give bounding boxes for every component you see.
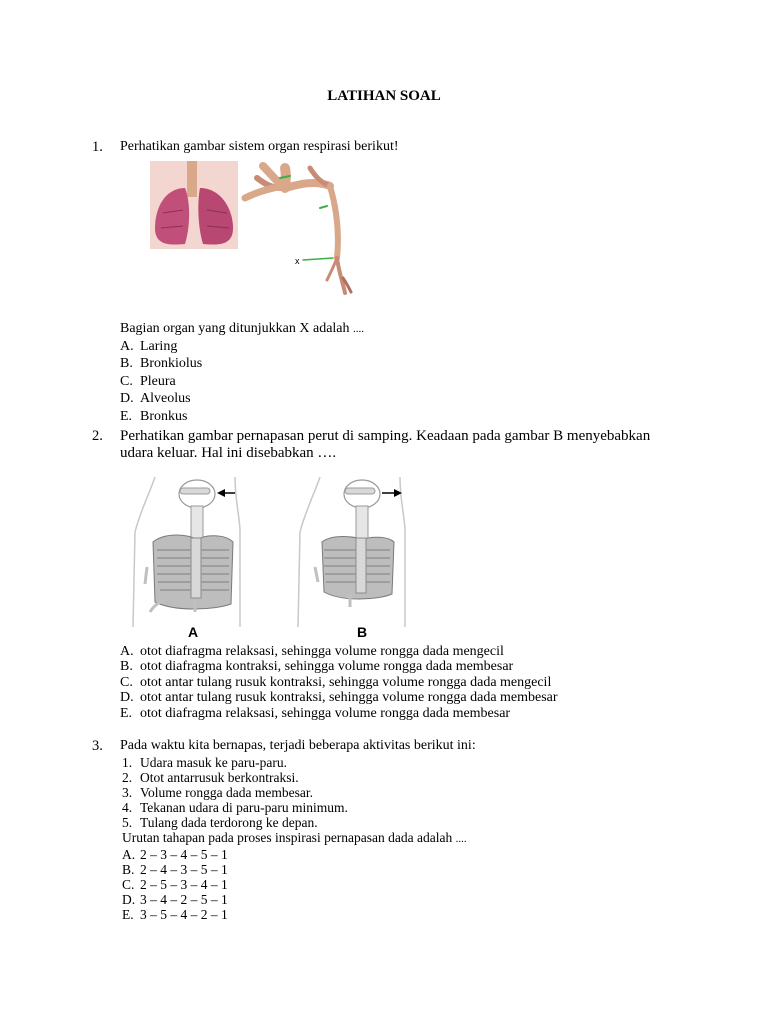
question-1-prompt: Perhatikan gambar sistem organ respirasi berikut!: [120, 139, 399, 154]
q1-option-a-letter: A.: [120, 339, 134, 354]
q3-option-a-letter: A.: [122, 847, 136, 862]
q3-option-b-text: 2 – 4 – 3 – 5 – 1: [140, 862, 228, 877]
q3-step-5-text: Tulang dada terdorong ke depan.: [140, 815, 318, 830]
figure-caption-b: B: [357, 624, 368, 640]
q1-option-b-letter: B.: [120, 356, 133, 371]
q3-option-c-text: 2 – 5 – 3 – 4 – 1: [140, 877, 228, 892]
q3-step-4-text: Tekanan udara di paru-paru minimum.: [140, 800, 348, 815]
q1-option-e[interactable]: [120, 409, 187, 425]
q3-step-3-text: Volume rongga dada membesar.: [140, 785, 313, 800]
q3-step-4: [122, 800, 348, 815]
q2-option-b-text: otot diafragma kontraksi, sehingga volume rongga dada membesar: [140, 659, 514, 674]
q2-option-b-letter: B.: [120, 659, 133, 674]
q1-option-a[interactable]: [120, 339, 177, 355]
q3-option-d[interactable]: [122, 892, 228, 907]
q1-option-c-text: Pleura: [140, 374, 176, 389]
q3-step-3: [122, 785, 313, 800]
q2-option-d-letter: D.: [120, 690, 134, 705]
question-1-number: 1.: [92, 139, 103, 155]
q3-option-e[interactable]: [122, 907, 228, 922]
q3-option-e-letter: E.: [122, 907, 134, 922]
question-3-number: 3.: [92, 738, 103, 754]
q3-option-b-letter: B.: [122, 862, 135, 877]
respiratory-organ-figure: [145, 158, 360, 303]
q2-option-e[interactable]: [120, 706, 510, 722]
question-2-prompt-line2: udara keluar. Hal ini disebabkan ….: [120, 445, 337, 461]
q3-step-1-text: Udara masuk ke paru-paru.: [140, 755, 287, 770]
breathing-diagram-b: [298, 477, 405, 627]
q1-option-a-text: Laring: [140, 339, 178, 354]
q2-option-a-text: otot diafragma relaksasi, sehingga volume rongga dada mengecil: [140, 644, 504, 659]
q3-step-1: [122, 755, 287, 770]
q3-option-c[interactable]: [122, 877, 228, 892]
q1-option-b-text: Bronkiolus: [140, 356, 203, 371]
q3-step-5-num: 5.: [122, 815, 133, 830]
q3-step-2: [122, 770, 299, 785]
q3-option-a-text: 2 – 3 – 4 – 5 – 1: [140, 847, 228, 862]
q2-option-d[interactable]: [120, 690, 558, 706]
figure-caption-a: A: [188, 624, 199, 640]
breathing-diagram-a: [133, 477, 240, 627]
question-1-dots: ....: [353, 323, 365, 335]
question-3-question: [122, 830, 467, 847]
q3-step-1-num: 1.: [122, 755, 133, 770]
q2-option-c[interactable]: [120, 675, 551, 691]
q1-option-c-letter: C.: [120, 374, 133, 389]
question-3-prompt: Pada waktu kita bernapas, terjadi beberapa aktivitas berikut ini:: [120, 738, 476, 753]
q1-option-d-letter: D.: [120, 391, 134, 406]
breathing-figure: [125, 472, 415, 642]
question-3-question-text: Urutan tahapan pada proses inspirasi pernapasan dada adalah: [122, 830, 453, 845]
q1-option-b[interactable]: [120, 356, 202, 372]
page-title: LATIHAN SOAL: [327, 88, 441, 104]
q2-option-a[interactable]: [120, 644, 504, 660]
figure-x-label: x: [295, 256, 300, 266]
question-3-dots: ....: [455, 833, 467, 845]
q2-option-a-letter: A.: [120, 644, 134, 659]
q1-option-c[interactable]: [120, 374, 176, 390]
q2-option-c-letter: C.: [120, 675, 133, 690]
q3-option-c-letter: C.: [122, 877, 135, 892]
question-1-question: [120, 321, 364, 337]
q3-option-d-text: 3 – 4 – 2 – 5 – 1: [140, 892, 228, 907]
question-2-prompt-line1: Perhatikan gambar pernapasan perut di samping. Keadaan pada gambar B menyebabkan: [120, 428, 651, 444]
q2-option-c-text: otot antar tulang rusuk kontraksi, sehingga volume rongga dada mengecil: [140, 675, 552, 690]
q2-option-d-text: otot antar tulang rusuk kontraksi, sehingga volume rongga dada membesar: [140, 690, 558, 705]
q2-option-e-letter: E.: [120, 706, 133, 721]
q2-option-b[interactable]: [120, 659, 513, 675]
q3-option-b[interactable]: [122, 862, 228, 877]
q1-option-e-letter: E.: [120, 409, 133, 424]
q3-step-4-num: 4.: [122, 800, 133, 815]
q1-option-d-text: Alveolus: [140, 391, 191, 406]
question-2-number: 2.: [92, 428, 103, 444]
q2-option-e-text: otot diafragma relaksasi, sehingga volume rongga dada membesar: [140, 706, 511, 721]
q3-option-a[interactable]: [122, 847, 228, 862]
q3-step-3-num: 3.: [122, 785, 133, 800]
lungs-image: [150, 161, 238, 249]
question-1-question-text: Bagian organ yang ditunjukkan X adalah: [120, 321, 350, 336]
bronchial-tree-image: [245, 166, 351, 293]
q3-step-2-num: 2.: [122, 770, 133, 785]
q3-step-2-text: Otot antarrusuk berkontraksi.: [140, 770, 299, 785]
q1-option-d[interactable]: [120, 391, 191, 407]
q3-step-5: [122, 815, 318, 830]
q3-option-e-text: 3 – 5 – 4 – 2 – 1: [140, 907, 228, 922]
q1-option-e-text: Bronkus: [140, 409, 188, 424]
q3-option-d-letter: D.: [122, 892, 136, 907]
